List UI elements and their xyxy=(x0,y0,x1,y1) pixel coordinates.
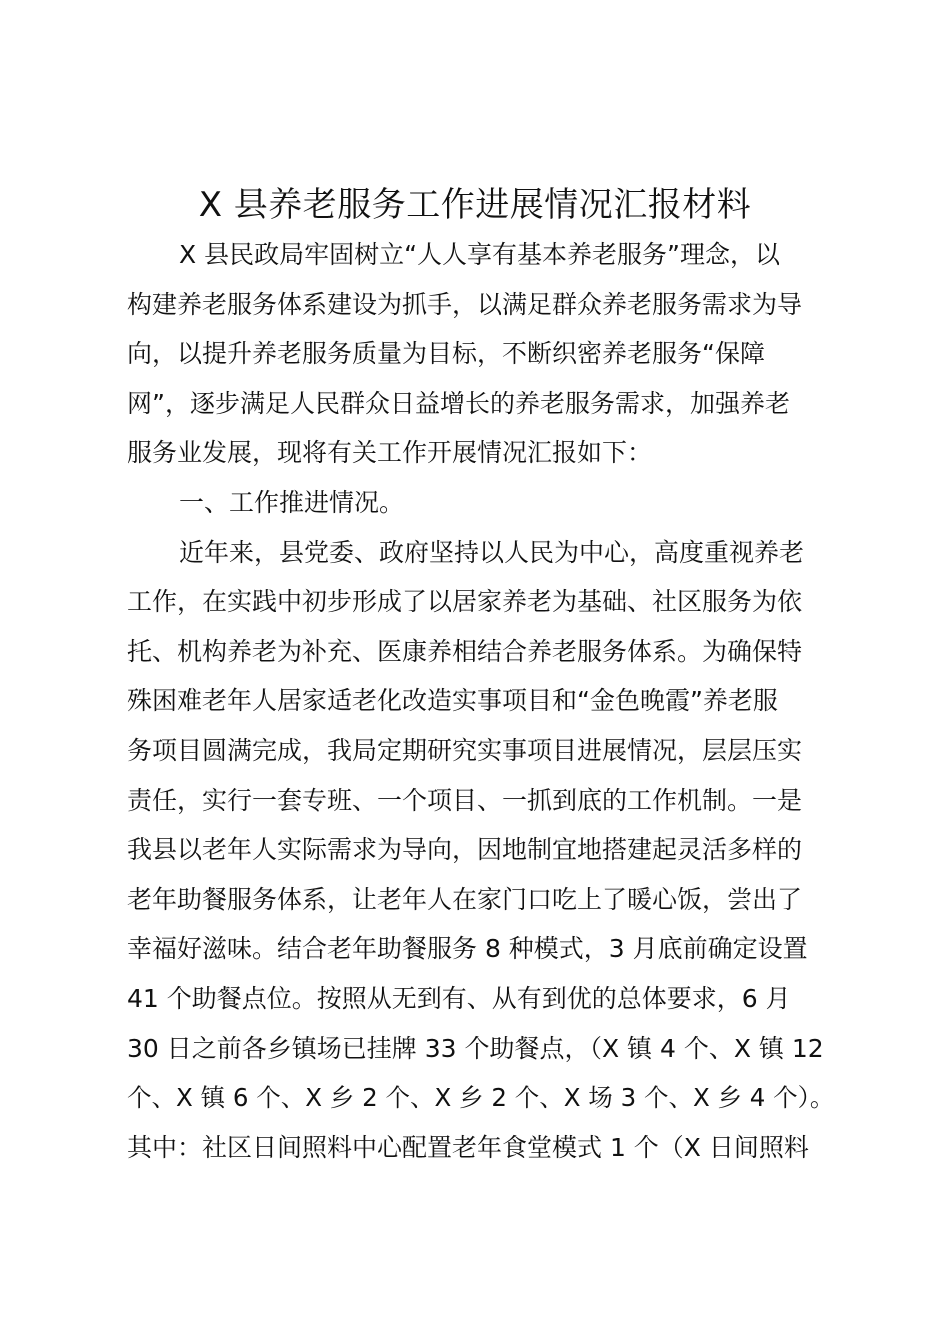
paragraph-line: X 县民政局牢固树立“人人享有基本养老服务”理念，以 xyxy=(179,240,780,269)
paragraph-line: 我县以老年人实际需求为导向，因地制宜地搭建起灵活多样的 xyxy=(127,835,803,865)
paragraph-line: 托、机构养老为补充、医康养相结合养老服务体系。为确保特 xyxy=(127,636,803,666)
paragraph-line: 向，以提升养老服务质量为目标，不断织密养老服务“保障 xyxy=(127,339,765,369)
paragraph-line: 老年助餐服务体系，让老年人在家门口吃上了暖心饭，尝出了 xyxy=(127,884,803,914)
document-title: X 县养老服务工作进展情况汇报材料 xyxy=(198,185,752,225)
paragraph-line: 个、X 镇 6 个、X 乡 2 个、X 乡 2 个、X 场 3 个、X 乡 4 个）。 xyxy=(127,1083,835,1113)
paragraph-line: 工作，在实践中初步形成了以居家养老为基础、社区服务为依 xyxy=(127,587,803,617)
document-body xyxy=(127,230,847,1172)
paragraph-line: 其中：社区日间照料中心配置老年食堂模式 1 个（X 日间照料 xyxy=(127,1132,809,1162)
paragraph-line: 近年来，县党委、政府坚持以人民为中心，高度重视养老 xyxy=(179,537,805,567)
paragraph-line: 网”，逐步满足人民群众日益增长的养老服务需求，加强养老 xyxy=(127,388,790,418)
paragraph-line: 幸福好滋味。结合老年助餐服务 8 种模式，3 月底前确定设置 xyxy=(127,934,808,964)
paragraph-line: 责任，实行一套专班、一个项目、一抓到底的工作机制。一是 xyxy=(127,785,803,815)
paragraph-line: 务项目圆满完成，我局定期研究实事项目进展情况，层层压实 xyxy=(127,735,803,765)
paragraph-line: 41 个助餐点位。按照从无到有、从有到优的总体要求，6 月 xyxy=(127,983,791,1013)
paragraph-line: 构建养老服务体系建设为抓手，以满足群众养老服务需求为导 xyxy=(127,289,803,319)
section-heading: 一、工作推进情况。 xyxy=(179,487,405,517)
paragraph-line: 服务业发展，现将有关工作开展情况汇报如下： xyxy=(127,438,653,468)
paragraph-line: 殊困难老年人居家适老化改造实事项目和“金色晚霞”养老服 xyxy=(127,686,778,716)
paragraph-line: 30 日之前各乡镇场已挂牌 33 个助餐点，（X 镇 4 个、X 镇 12 xyxy=(127,1033,824,1063)
